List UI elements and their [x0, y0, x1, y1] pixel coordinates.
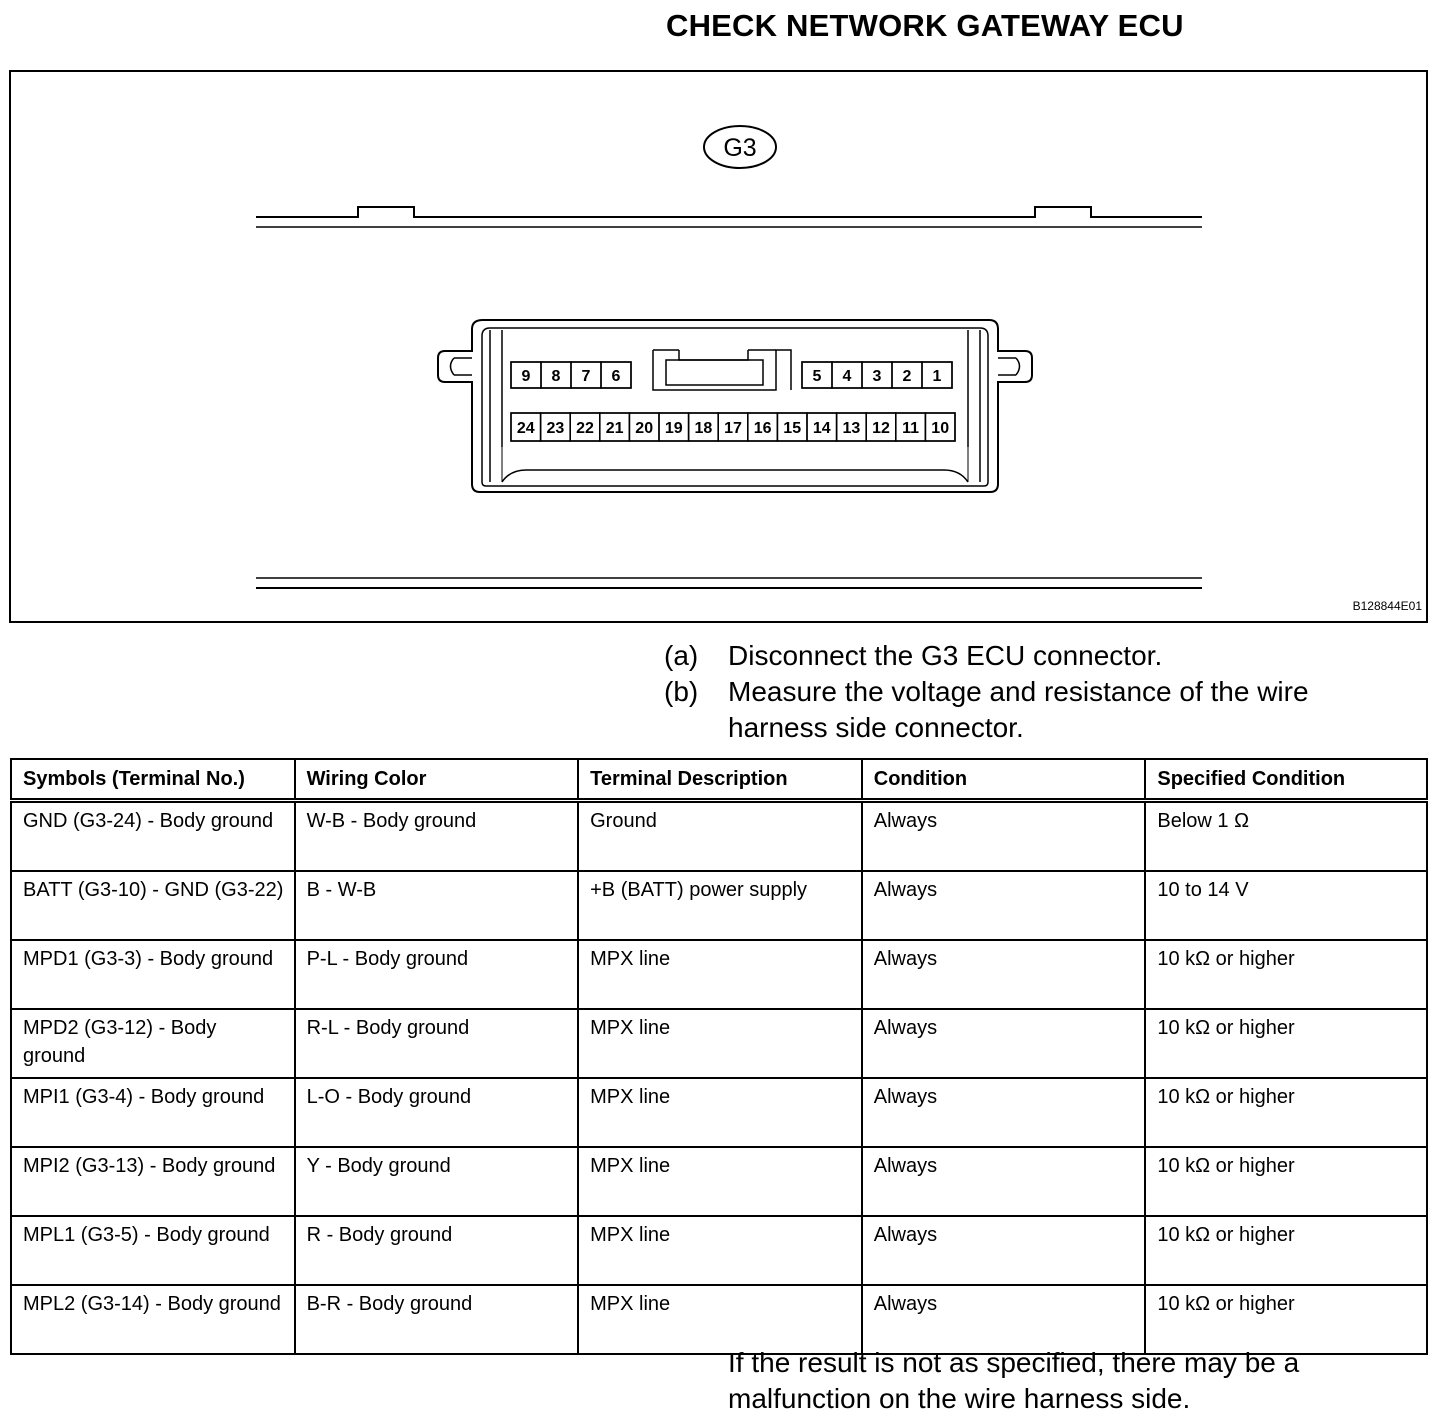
table-row [11, 801, 1427, 872]
cell-symbols: MPI1 (G3-4) - Body ground [11, 1078, 295, 1147]
pin-number: 6 [611, 368, 621, 385]
header-condition: Condition [862, 759, 1146, 801]
pin-number: 12 [872, 420, 890, 437]
cell-wiring-color: W-B - Body ground [295, 801, 579, 872]
cell-symbols: MPD2 (G3-12) - Body ground [11, 1009, 295, 1078]
pin-3 [862, 362, 892, 388]
pin-number: 5 [812, 368, 822, 385]
cell-condition: Always [862, 1147, 1146, 1216]
cell-symbols: MPL1 (G3-5) - Body ground [11, 1216, 295, 1285]
pin-7 [571, 362, 601, 388]
cell-symbols: MPL2 (G3-14) - Body ground [11, 1285, 295, 1354]
pins-top-right [802, 362, 952, 388]
cell-symbols: GND (G3-24) - Body ground [11, 801, 295, 872]
pins-bottom [511, 413, 955, 441]
cell-wiring-color: B - W-B [295, 871, 579, 940]
cell-terminal-description: +B (BATT) power supply [578, 871, 862, 940]
cell-terminal-description: MPX line [578, 1009, 862, 1078]
table-row [11, 1009, 1427, 1078]
cell-wiring-color: Y - Body ground [295, 1147, 579, 1216]
pin-10 [925, 413, 955, 441]
cell-wiring-color: B-R - Body ground [295, 1285, 579, 1354]
cell-symbols: MPI2 (G3-13) - Body ground [11, 1147, 295, 1216]
pin-number: 15 [783, 420, 802, 437]
table-row [11, 1285, 1427, 1354]
result-note: If the result is not as specified, there may be a malfunction on the wire harness side. [728, 1347, 1300, 1414]
connector-housing [438, 320, 1032, 492]
cell-wiring-color: R-L - Body ground [295, 1009, 579, 1078]
pin-number: 23 [546, 420, 565, 437]
pins-top-left [511, 362, 631, 388]
header-terminal-description: Terminal Description [578, 759, 862, 801]
cell-wiring-color: R - Body ground [295, 1216, 579, 1285]
cell-symbols: BATT (G3-10) - GND (G3-22) [11, 871, 295, 940]
header-wiring-color: Wiring Color [295, 759, 579, 801]
pin-number: 8 [551, 368, 561, 385]
pin-9 [511, 362, 541, 388]
pin-number: 17 [724, 420, 742, 437]
pin-13 [837, 413, 867, 441]
cell-specified-condition: 10 kΩ or higher [1145, 1009, 1427, 1078]
table-header-row [11, 759, 1427, 801]
cell-condition: Always [862, 871, 1146, 940]
pin-15 [777, 413, 807, 441]
pin-number: 1 [932, 368, 942, 385]
figure-code: B128844E01 [1352, 599, 1422, 613]
step-marker: (a) [664, 640, 699, 671]
pin-6 [601, 362, 631, 388]
pin-number: 11 [902, 420, 920, 437]
pin-8 [541, 362, 571, 388]
pin-number: 9 [521, 368, 531, 385]
header-specified-condition: Specified Condition [1145, 759, 1427, 801]
cell-terminal-description: MPX line [578, 1078, 862, 1147]
pin-12 [866, 413, 896, 441]
cell-wiring-color: P-L - Body ground [295, 940, 579, 1009]
step-a [664, 638, 1368, 674]
cell-condition: Always [862, 1285, 1146, 1354]
cell-terminal-description: Ground [578, 801, 862, 872]
cell-specified-condition: 10 to 14 V [1145, 871, 1427, 940]
pin-number: 19 [664, 420, 683, 437]
cell-specified-condition: 10 kΩ or higher [1145, 940, 1427, 1009]
pin-number: 16 [753, 420, 772, 437]
procedure-steps [664, 638, 1368, 746]
pin-17 [718, 413, 748, 441]
cell-specified-condition: 10 kΩ or higher [1145, 1285, 1427, 1354]
connector-label: G3 [723, 134, 757, 162]
pin-16 [748, 413, 778, 441]
pin-number: 13 [842, 420, 861, 437]
pin-number: 14 [812, 420, 831, 437]
pin-5 [802, 362, 832, 388]
cell-condition: Always [862, 940, 1146, 1009]
pin-number: 3 [872, 368, 882, 385]
table-row [11, 871, 1427, 940]
pin-21 [600, 413, 630, 441]
pin-2 [892, 362, 922, 388]
pin-20 [629, 413, 659, 441]
pin-1 [922, 362, 952, 388]
cell-wiring-color: L-O - Body ground [295, 1078, 579, 1147]
cell-symbols: MPD1 (G3-3) - Body ground [11, 940, 295, 1009]
page-title: CHECK NETWORK GATEWAY ECU [666, 8, 1184, 43]
cell-condition: Always [862, 1078, 1146, 1147]
step-marker: (b) [664, 676, 699, 707]
pin-number: 24 [516, 420, 535, 437]
cell-specified-condition: 10 kΩ or higher [1145, 1216, 1427, 1285]
pin-23 [541, 413, 571, 441]
pin-18 [689, 413, 719, 441]
pin-number: 22 [576, 420, 594, 437]
ecu-top-edge [256, 207, 1202, 217]
specification-table [10, 758, 1428, 1355]
step-text: Measure the voltage and resistance of the wire harness side connector. [728, 676, 1309, 743]
step-text: Disconnect the G3 ECU connector. [728, 640, 1163, 671]
table-row [11, 1147, 1427, 1216]
table-row [11, 940, 1427, 1009]
table-row [11, 1216, 1427, 1285]
pin-24 [511, 413, 541, 441]
cell-terminal-description: MPX line [578, 940, 862, 1009]
pin-number: 2 [902, 368, 912, 385]
pin-14 [807, 413, 837, 441]
cell-specified-condition: 10 kΩ or higher [1145, 1078, 1427, 1147]
pin-number: 7 [581, 368, 591, 385]
pin-number: 10 [931, 420, 950, 437]
cell-specified-condition: Below 1 Ω [1145, 801, 1427, 872]
pin-number: 4 [842, 368, 852, 385]
cell-condition: Always [862, 1009, 1146, 1078]
pin-19 [659, 413, 689, 441]
cell-terminal-description: MPX line [578, 1285, 862, 1354]
cell-terminal-description: MPX line [578, 1147, 862, 1216]
connector-figure [9, 70, 1428, 623]
pin-number: 21 [605, 420, 624, 437]
cell-terminal-description: MPX line [578, 1216, 862, 1285]
pin-11 [896, 413, 926, 441]
step-b [664, 674, 1368, 746]
cell-condition: Always [862, 1216, 1146, 1285]
table-row [11, 1078, 1427, 1147]
connector-diagram [11, 72, 1426, 621]
pin-number: 20 [635, 420, 654, 437]
header-symbols: Symbols (Terminal No.) [11, 759, 295, 801]
pin-4 [832, 362, 862, 388]
pin-22 [570, 413, 600, 441]
pin-number: 18 [694, 420, 713, 437]
cell-specified-condition: 10 kΩ or higher [1145, 1147, 1427, 1216]
cell-condition: Always [862, 801, 1146, 872]
